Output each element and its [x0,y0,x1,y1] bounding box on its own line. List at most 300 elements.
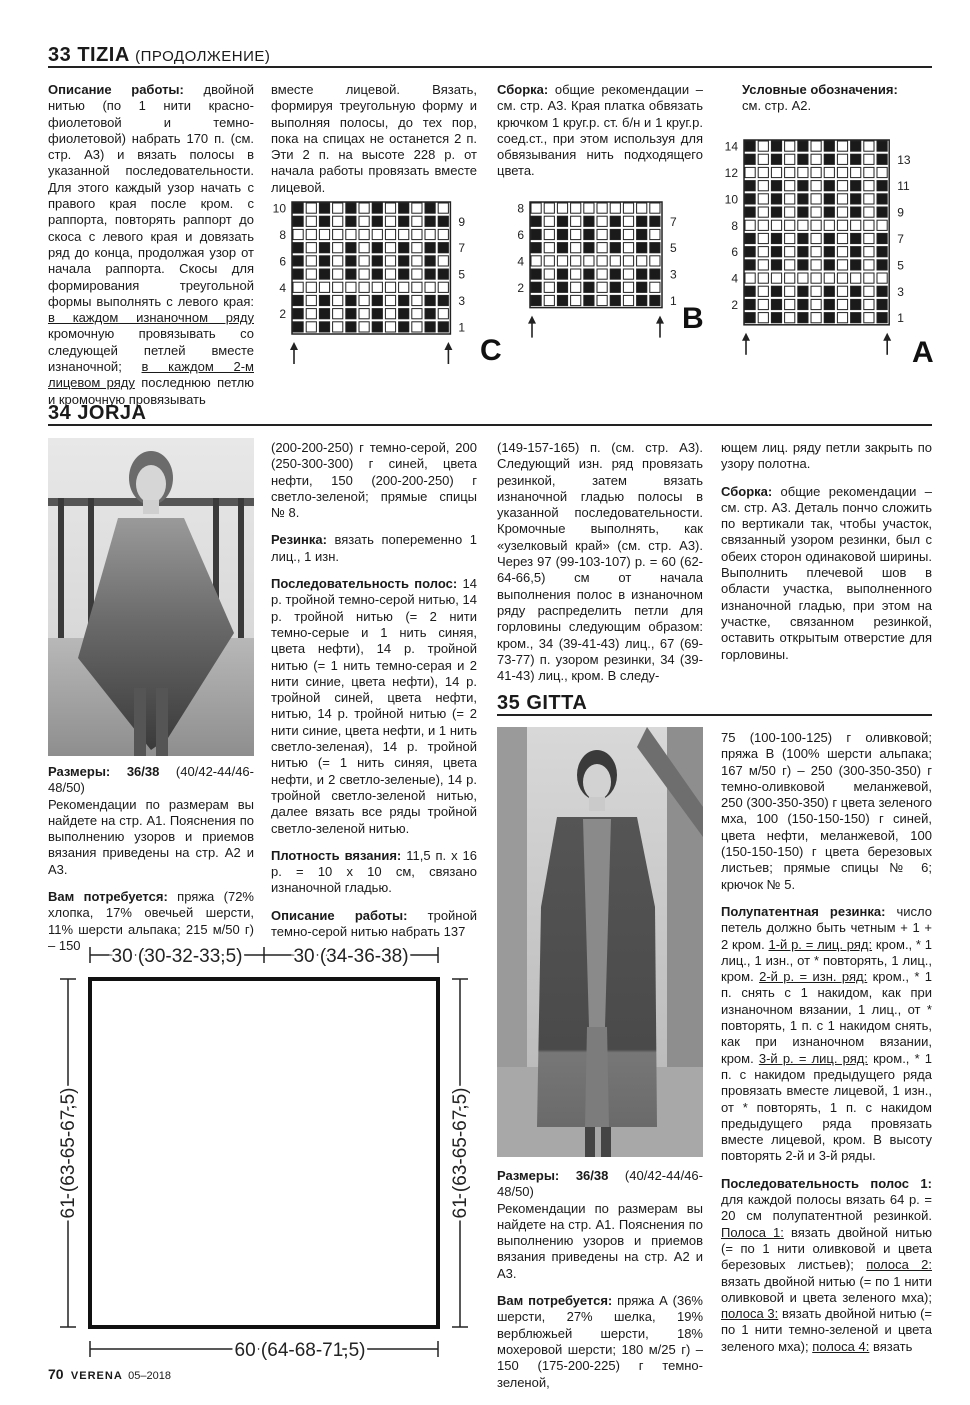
page-footer [48,1366,171,1382]
section-35-rule [497,714,932,716]
chart-cell-dark [771,286,781,296]
materials-heading: Вам потребуется: [48,889,168,905]
chart-cell-dark [824,141,834,151]
section-34-rule [48,424,932,426]
chart-cell-dark [745,154,755,164]
chart-cell-dark [399,203,409,213]
text: кромочную провязывать со следующей петлей вместе изнаночной; [48,326,254,375]
chart-cell-light [571,256,581,266]
row-number: 8 [517,201,524,216]
chart-cell-light [864,181,874,191]
chart-cell-light [359,243,369,253]
chart-cell-light [571,216,581,226]
text: последнюю петлю и кромочную провязывать [48,375,254,407]
stripe-label: полоса 4: [812,1338,870,1354]
stripe-label: полоса 2: [866,1257,932,1273]
chart-cell-light [785,167,795,177]
chart-cell-light [412,229,422,239]
sec35-col1 [497,1168,703,1402]
chart-cell-light [438,256,448,266]
chart-cell-dark [319,295,329,305]
chart-cell-light [745,220,755,230]
chart-cell-light [623,269,633,279]
chart-cell-dark [824,181,834,191]
chart-cell-light [837,167,847,177]
chart-cell-dark [531,229,541,239]
chart-cell-light [785,273,795,283]
row-number: 2 [731,297,738,312]
chart-cell-light [623,295,633,305]
chart-cell-light [864,154,874,164]
row-number: 4 [517,254,524,269]
chart-cell-light [571,295,581,305]
chart-cell-dark [293,216,303,226]
chart-cell-light [785,260,795,270]
chart-cell-dark [877,260,887,270]
row-number: 7 [458,241,466,256]
chart-cell-dark [610,216,620,226]
magazine-brand: VERENA [70,1370,123,1382]
chart-cell-light [837,260,847,270]
chart-cell-dark [425,295,435,305]
chart-cell-light [623,203,633,213]
chart-cell-light [412,309,422,319]
row-number: 14 [724,139,738,154]
paragraph: ющем лиц. ряду петли закрыть по узору полотна. [721,440,932,472]
chart-cell-dark [610,269,620,279]
sizes-heading: Размеры: [48,764,111,779]
chart-cell-light [306,243,316,253]
text: вязать двойной нитью (= по 1 нити оливковой и цвета зеленого мха); [721,1273,932,1305]
chart-cell-dark [798,194,808,204]
chart-cell-dark [798,141,808,151]
text: кром., * 1 лиц., 1 изн., от * повторять, 1 лиц., кром. [721,936,933,985]
chart-cell-light [319,229,329,239]
chart-cell-light [412,282,422,292]
repeat-arrow-head [656,316,664,324]
chart-cell-dark [798,286,808,296]
chart-cell-dark [557,243,567,253]
text: 11,5 п. х 16 р. = 10 х 10 см, связано изнаночной гладью. [271,847,477,896]
chart-cell-dark [425,203,435,213]
chart-b [500,190,720,365]
chart-cell-dark [798,260,808,270]
sec34-col2 [271,440,477,951]
chart-cell-light [837,299,847,309]
sizes-main: 36/38 [559,1168,609,1183]
chart-cell-light [372,282,382,292]
chart-cell-dark [584,295,594,305]
chart-cell-light [864,247,874,257]
chart-cell-light [544,203,554,213]
chart-cell-dark [346,216,356,226]
chart-cell-dark [824,299,834,309]
chart-cell-light [758,194,768,204]
sec33-col1 [48,82,254,419]
chart-cell-light [837,154,847,164]
section-number: 33 [48,44,72,66]
chart-cell-light [824,220,834,230]
chart-cell-dark [824,260,834,270]
chart-cell-dark [425,243,435,253]
chart-cell-dark [851,299,861,309]
repeat-arrow-head [883,333,891,341]
chart-cell-dark [319,256,329,266]
chart-cell-light [811,181,821,191]
chart-cell-dark [745,286,755,296]
chart-cell-dark [650,243,660,253]
section-subtitle: (ПРОДОЛЖЕНИЕ) [135,48,271,65]
chart-cell-dark [557,216,567,226]
chart-cell-dark [798,207,808,217]
chart-cell-dark [438,322,448,332]
section-title: GITTA [526,692,588,714]
row-number: 9 [897,205,904,220]
chart-cell-light [306,216,316,226]
chart-cell-dark [771,141,781,151]
chart-cell-light [359,282,369,292]
chart-cell-light [864,167,874,177]
chart-cell-light [623,282,633,292]
chart-cell-light [333,216,343,226]
chart-cell-light [837,141,847,151]
chart-cell-light [798,273,808,283]
sec33-col4 [742,82,932,126]
chart-cell-light [798,220,808,230]
chart-cell-light [785,313,795,323]
text: 14 р. тройной темно-серой нитью, 14 р. тройной нитью (= 2 нити темно-серые и 1 нить синяя, цвета нефти), 14 р. тройной нитью (= 1 нить темно-серая и 2 нити синие, цвета нефти), 14 р. тройной синей, цвета нефти, нитью, 14 р. тройной нитью (= 2 нити синие, цвета нефти, и 1 нить светло-зеленая), 14 р. тройной нитью (= 1 нить синяя, цвета нефти, и 2 светло-зеленые), 14 р. тройной светло-зеленой нитью, далее вязать все ряды тройной светло-зеленой нитью. [271,576,477,836]
chart-cell-dark [745,141,755,151]
row-number: 5 [670,241,677,256]
chart-cell-dark [346,322,356,332]
chart-cell-dark [877,181,887,191]
stripe-sequence-heading: Последовательность полос 1: [721,1175,932,1191]
chart-cell-light [837,286,847,296]
chart-cell-dark [372,269,382,279]
chart-cell-dark [531,269,541,279]
chart-cell-light [758,220,768,230]
chart-cell-light [385,229,395,239]
materials-text: пряжа А (36% шерсти, 27% шелка, 19% верблюжьей шерсти, 18% мохеровой шерсти; 180 м/25 г) – 150 (175-200-225) г темно-зеленой, [497,1293,703,1390]
chart-cell-dark [293,269,303,279]
chart-cell-dark [372,322,382,332]
chart-cell-light [584,256,594,266]
assembly-heading: Сборка: [721,483,773,499]
sec35-col2 [721,730,932,1366]
row-number: 11 [897,179,910,194]
chart-cell-dark [584,269,594,279]
chart-cell-light [333,322,343,332]
chart-cell-light [571,229,581,239]
chart-cell-light [811,286,821,296]
chart-cell-light [597,282,607,292]
chart-cell-light [544,269,554,279]
row-label: 3-й р. = лиц. ряд: [758,1050,868,1066]
underlined-text: в каждом изнаночном ряду [48,310,254,326]
chart-cell-dark [346,295,356,305]
chart-cell-dark [851,313,861,323]
chart-cell-light [438,282,448,292]
chart-cell-light [650,203,660,213]
chart-cell-light [544,282,554,292]
chart-cell-dark [771,233,781,243]
chart-cell-light [306,309,316,319]
chart-cell-dark [637,295,647,305]
chart-cell-dark [319,269,329,279]
chart-cell-light [758,233,768,243]
chart-cell-light [597,295,607,305]
chart-cell-dark [372,295,382,305]
chart-cell-light [785,220,795,230]
chart-cell-light [837,207,847,217]
chart-cell-light [385,216,395,226]
chart-cell-light [293,229,303,239]
chart-cell-light [824,167,834,177]
chart-cell-light [399,282,409,292]
chart-cell-dark [798,154,808,164]
chart-letter: C [480,334,502,367]
sizes-other: (40/42-44/46-48/50) [48,764,254,796]
chart-cell-dark [425,322,435,332]
page-number: 70 [48,1366,64,1382]
chart-cell-light [385,322,395,332]
chart-cell-light [811,220,821,230]
chart-cell-dark [531,216,541,226]
chart-cell-dark [798,313,808,323]
chart-cell-light [557,203,567,213]
chart-cell-dark [319,322,329,332]
sec34-col4 [721,440,932,674]
left-dimension: 61 (63-65-67,5) [58,1087,79,1219]
chart-cell-dark [745,313,755,323]
right-dimension: 61 (63-65-67,5) [450,1087,471,1219]
chart-cell-dark [771,154,781,164]
chart-cell-light [385,256,395,266]
chart-letter: A [912,336,934,369]
chart-cell-light [758,273,768,283]
chart-cell-light [306,295,316,305]
chart-cell-light [785,299,795,309]
chart-cell-light [758,154,768,164]
chart-cell-light [293,282,303,292]
chart-cell-light [785,154,795,164]
chart-cell-light [785,286,795,296]
chart-cell-light [623,243,633,253]
sec33-col2 [271,82,477,207]
chart-c [268,190,508,395]
chart-cell-light [333,229,343,239]
chart-cell-dark [851,141,861,151]
chart-cell-light [637,256,647,266]
chart-cell-light [864,260,874,270]
chart-cell-light [650,229,660,239]
chart-cell-light [425,282,435,292]
text: двойной нитью (по 1 нити красно-фиолетовой и темно-фиолетовой) набрать 170 п. (см. стр. А3) и вязать полосы в указанной последовательности. Для этого каждый узор начать с правого края после кром. с раппорта, повторять раппорт до скоса с левого края и довязать ряд до конца, продолжая узор от начала раппорта. Скосы для формирования треугольной формы выполнять с левого края: [48,82,254,309]
stripe-label: полоса 3: [721,1306,779,1322]
chart-cell-dark [771,260,781,270]
chart-cell-dark [877,194,887,204]
chart-cell-dark [557,269,567,279]
chart-cell-light [333,269,343,279]
chart-cell-dark [877,154,887,164]
chart-cell-light [597,216,607,226]
chart-cell-dark [531,243,541,253]
chart-cell-light [597,203,607,213]
chart-cell-dark [650,269,660,279]
row-number: 5 [458,267,466,282]
poncho-photo [48,438,254,756]
chart-cell-light [745,273,755,283]
chart-cell-light [811,167,821,177]
size-recommendation: Рекомендации по размерам вы найдете на стр. А1. Пояснения по выполнению узоров и приемов вязания приведены на стр. А2 и А3. [48,796,254,877]
row-number: 6 [731,245,738,260]
chart-cell-dark [584,216,594,226]
chart-cell-light [837,273,847,283]
chart-cell-dark [771,181,781,191]
row-number: 2 [279,307,286,322]
row-number: 4 [279,280,286,295]
chart-cell-dark [293,295,303,305]
chart-cell-light [798,167,808,177]
section-33-rule [48,66,932,68]
text: кром., * 1 п. с накидом предыдущего ряда провязать вместе лицевой, 1 изн., от * повторять, 1 п. с накидом предыдущего ряда провязать вместе лицевой, кром. В высоту повторять 2-й и 3-й ряды. [721,1050,933,1164]
assembly-heading: Сборка: [497,82,549,97]
materials-text: пряжа (72% хлопка, 17% овечьей шерсти, 11% шерсти альпака; 215 м/50 г) – 150 [48,889,254,953]
chart-cell-dark [531,282,541,292]
chart-cell-dark [584,282,594,292]
chart-cell-dark [851,207,861,217]
chart-cell-light [758,260,768,270]
chart-letter: B [682,302,704,335]
row-number: 7 [670,214,677,229]
chart-cell-light [306,269,316,279]
chart-cell-light [333,309,343,319]
chart-cell-dark [824,194,834,204]
chart-cell-light [811,233,821,243]
chart-cell-light [306,282,316,292]
text: число петель должно быть четным + 1 + 2 кром. [721,903,933,952]
chart-cell-dark [399,295,409,305]
chart-cell-light [597,243,607,253]
chart-cell-light [864,207,874,217]
chart-cell-dark [771,313,781,323]
top-left-dimension: 30 (30-32-33,5) [111,946,243,967]
chart-cell-light [412,203,422,213]
row-number: 1 [897,311,904,326]
chart-cell-light [851,167,861,177]
row-number: 7 [897,231,904,246]
chart-cell-light [771,167,781,177]
chart-cell-light [597,229,607,239]
repeat-arrow-head [528,316,536,324]
sec34-col3 [497,440,703,695]
chart-cell-dark [877,207,887,217]
chart-cell-light [385,243,395,253]
chart-cell-light [837,247,847,257]
chart-cell-light [758,181,768,191]
chart-cell-dark [745,194,755,204]
text: тройной темно-серой нитью набрать 137 [271,907,477,940]
row-number: 4 [731,271,738,286]
chart-cell-light [571,282,581,292]
chart-cell-light [758,207,768,217]
chart-cell-light [811,207,821,217]
chart-cell-dark [399,243,409,253]
chart-cell-light [385,203,395,213]
chart-cell-dark [319,203,329,213]
chart-cell-light [758,141,768,151]
chart-cell-dark [877,141,887,151]
section-33-header [48,44,270,67]
stripe-label: Полоса 1: [721,1224,784,1240]
chart-cell-light [346,282,356,292]
row-label: 1-й р. = лиц. ряд: [768,936,873,952]
text: вязать двойной нитью (= по 1 нити темно-зеленой и цвета зеленого мха); [721,1306,932,1354]
chart-cell-dark [372,243,382,253]
chart-cell-dark [438,243,448,253]
chart-cell-dark [798,299,808,309]
section-number: 34 [48,402,72,424]
chart-cell-light [557,256,567,266]
chart-cell-light [412,256,422,266]
chart-cell-light [359,309,369,319]
sec33-col3 [497,82,703,191]
chart-cell-light [584,203,594,213]
chart-cell-dark [745,233,755,243]
chart-cell-dark [346,309,356,319]
chart-cell-light [758,313,768,323]
chart-cell-light [438,203,448,213]
chart-cell-light [412,216,422,226]
chart-cell-dark [425,269,435,279]
chart-cell-light [412,322,422,332]
text: см. стр. А2. [742,98,812,114]
paragraph: (200-200-250) г темно-серой, 200 (250-300-300) г синей, цвета нефти, 150 (200-200-250) г светло-зеленой; прямые спицы № 8. [271,440,477,521]
chart-cell-dark [372,256,382,266]
chart-cell-light [623,229,633,239]
chart-cell-dark [346,256,356,266]
chart-cell-dark [824,313,834,323]
underlined-text: в каждом 2-м лицевом ряду [48,359,254,391]
materials-heading: Вам потребуется: [497,1293,613,1309]
poncho-schematic [40,935,480,1375]
chart-cell-light [785,207,795,217]
chart-cell-dark [399,269,409,279]
chart-cell-light [359,322,369,332]
chart-cell-dark [851,154,861,164]
chart-cell-light [571,203,581,213]
chart-cell-dark [584,229,594,239]
chart-cell-light [785,141,795,151]
chart-cell-dark [851,260,861,270]
chart-cell-dark [399,322,409,332]
chart-cell-dark [851,194,861,204]
chart-cell-dark [851,181,861,191]
chart-cell-dark [531,295,541,305]
chart-cell-dark [557,295,567,305]
bottom-dimension: 60 (64-68-71,5) [234,1340,366,1361]
chart-cell-dark [877,233,887,243]
chart-cell-light [306,203,316,213]
chart-cell-dark [824,286,834,296]
row-number: 10 [272,201,286,216]
chart-cell-light [637,203,647,213]
chart-cell-light [333,243,343,253]
chart-cell-dark [771,299,781,309]
chart-cell-dark [745,260,755,270]
section-title: TIZIA [77,44,130,66]
chart-cell-light [623,256,633,266]
